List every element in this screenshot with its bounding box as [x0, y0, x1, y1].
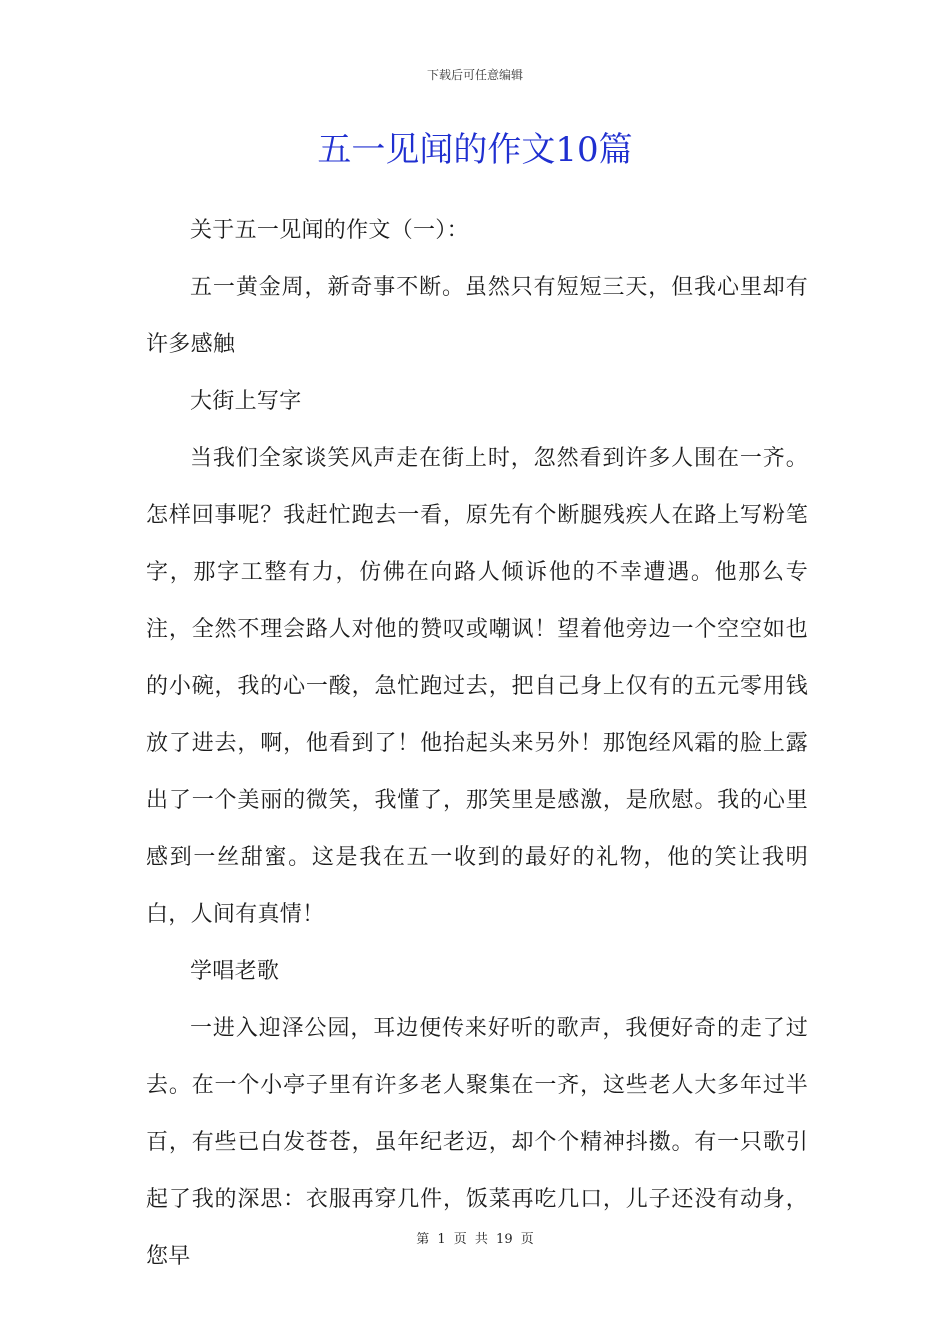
document-title: 五一见闻的作文10篇: [317, 130, 633, 170]
document-body: [146, 202, 808, 1285]
section-heading: 大街上写字: [190, 389, 302, 414]
page-footer: 第 1 页 共 19 页: [416, 1232, 534, 1247]
paragraph-intro: 关于五一见闻的作文（一）：: [190, 218, 469, 243]
paragraph: 一进入迎泽公园，耳边便传来好听的歌声，我便好奇的走了过去。在一个小亭子里有许多老人聚集在一齐，这些老人大多年过半百，有些已白发苍苍，虽年纪老迈，却个个精神抖擞。有一只歌引起了我的深思：衣服再穿几件，饭菜再吃几口，儿子还没有动身，您早: [146, 1016, 808, 1269]
header-note: 下载后可任意编辑: [426, 68, 523, 82]
section-heading: 学唱老歌: [190, 959, 280, 984]
paragraph: 当我们全家谈笑风声走在街上时，忽然看到许多人围在一齐。怎样回事呢？我赶忙跑去一看，原先有个断腿残疾人在路上写粉笔字，那字工整有力，仿佛在向路人倾诉他的不幸遭遇。他那么专注，全然不理会路人对他的赞叹或嘲讽！望着他旁边一个空空如也的小碗，我的心一酸，急忙跑过去，把自己身上仅有的五元零用钱放了进去，啊，他看到了！他抬起头来另外！那饱经风霜的脸上露出了一个美丽的微笑，我懂了，那笑里是感激，是欣慰。我的心里感到一丝甜蜜。这是我在五一收到的最好的礼物，他的笑让我明白，人间有真情！: [146, 446, 808, 927]
paragraph: 五一黄金周，新奇事不断。虽然只有短短三天，但我心里却有许多感触: [146, 275, 808, 357]
